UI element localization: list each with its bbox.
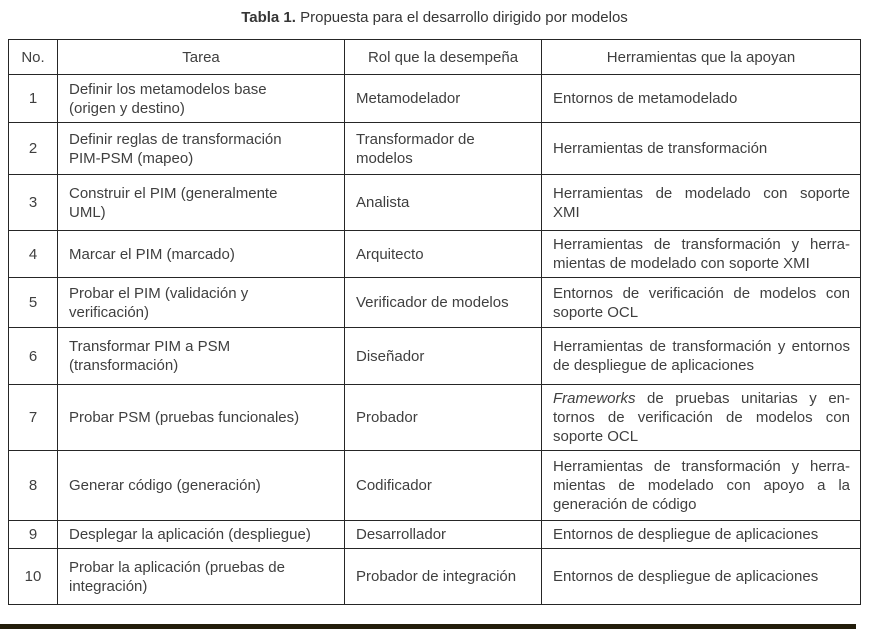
cell-role: Desarrollador bbox=[345, 521, 542, 549]
cell-role: Verificador de modelos bbox=[345, 278, 542, 328]
header-row bbox=[9, 40, 861, 75]
cell-task: Marcar el PIM (marcado) bbox=[58, 231, 345, 278]
table-row bbox=[9, 175, 861, 231]
cell-task: Generar código (generación) bbox=[58, 451, 345, 521]
cell-task: Probar la aplicación (pruebas de integración) bbox=[58, 549, 345, 605]
table-caption-text: Propuesta para el desarrollo dirigido por modelos bbox=[300, 9, 628, 26]
column-header-task: Tarea bbox=[58, 40, 345, 75]
cell-no: 9 bbox=[9, 521, 58, 549]
cell-tools: Entornos de metamodelado bbox=[542, 75, 861, 123]
cell-role: Arquitecto bbox=[345, 231, 542, 278]
cell-role: Transformador de modelos bbox=[345, 123, 542, 175]
cell-role: Analista bbox=[345, 175, 542, 231]
column-header-tools: Herramientas que la apoyan bbox=[542, 40, 861, 75]
cell-task: Transformar PIM a PSM (transformación) bbox=[58, 328, 345, 385]
cell-no: 1 bbox=[9, 75, 58, 123]
cell-no: 4 bbox=[9, 231, 58, 278]
column-header-no: No. bbox=[9, 40, 58, 75]
cell-role: Diseñador bbox=[345, 328, 542, 385]
cell-role: Codificador bbox=[345, 451, 542, 521]
cell-role: Probador bbox=[345, 385, 542, 451]
cell-tools: Frameworks de pruebas unitarias y en- tornos de verificación de modelos con soporte OCL bbox=[542, 385, 861, 451]
cell-no: 10 bbox=[9, 549, 58, 605]
cell-task: Probar el PIM (validación y verificación) bbox=[58, 278, 345, 328]
table-row bbox=[9, 123, 861, 175]
cell-tools: Herramientas de transformación y entornos de despliegue de aplicaciones bbox=[542, 328, 861, 385]
cell-role: Probador de integración bbox=[345, 549, 542, 605]
cell-tools: Entornos de verificación de modelos con soporte OCL bbox=[542, 278, 861, 328]
table-caption bbox=[0, 0, 869, 27]
cell-no: 5 bbox=[9, 278, 58, 328]
table-row bbox=[9, 451, 861, 521]
cell-no: 8 bbox=[9, 451, 58, 521]
cell-task: Definir reglas de transformación PIM-PSM (mapeo) bbox=[58, 123, 345, 175]
cell-no: 7 bbox=[9, 385, 58, 451]
table-row bbox=[9, 521, 861, 549]
cell-task: Probar PSM (pruebas funcionales) bbox=[58, 385, 345, 451]
cell-task: Definir los metamodelos base (origen y destino) bbox=[58, 75, 345, 123]
cell-tools: Herramientas de transformación bbox=[542, 123, 861, 175]
column-header-role: Rol que la desempeña bbox=[345, 40, 542, 75]
cell-no: 3 bbox=[9, 175, 58, 231]
table-row bbox=[9, 278, 861, 328]
cell-role: Metamodelador bbox=[345, 75, 542, 123]
cell-tools: Herramientas de transformación y herra- mientas de modelado con apoyo a la generación de código bbox=[542, 451, 861, 521]
mdd-proposal-table bbox=[8, 39, 861, 605]
cell-no: 2 bbox=[9, 123, 58, 175]
cell-task: Desplegar la aplicación (despliegue) bbox=[58, 521, 345, 549]
table-row bbox=[9, 549, 861, 605]
cell-tools: Herramientas de transformación y herra- mientas de modelado con soporte XMI bbox=[542, 231, 861, 278]
cell-no: 6 bbox=[9, 328, 58, 385]
cell-tools: Entornos de despliegue de aplicaciones bbox=[542, 521, 861, 549]
table-caption-label: Tabla 1. bbox=[241, 9, 296, 26]
table-row bbox=[9, 75, 861, 123]
table-row bbox=[9, 385, 861, 451]
cell-tools: Herramientas de modelado con soporte XMI bbox=[542, 175, 861, 231]
bottom-rule bbox=[0, 624, 856, 629]
table-row bbox=[9, 231, 861, 278]
cell-task: Construir el PIM (generalmente UML) bbox=[58, 175, 345, 231]
table-row bbox=[9, 328, 861, 385]
cell-tools: Entornos de despliegue de aplicaciones bbox=[542, 549, 861, 605]
